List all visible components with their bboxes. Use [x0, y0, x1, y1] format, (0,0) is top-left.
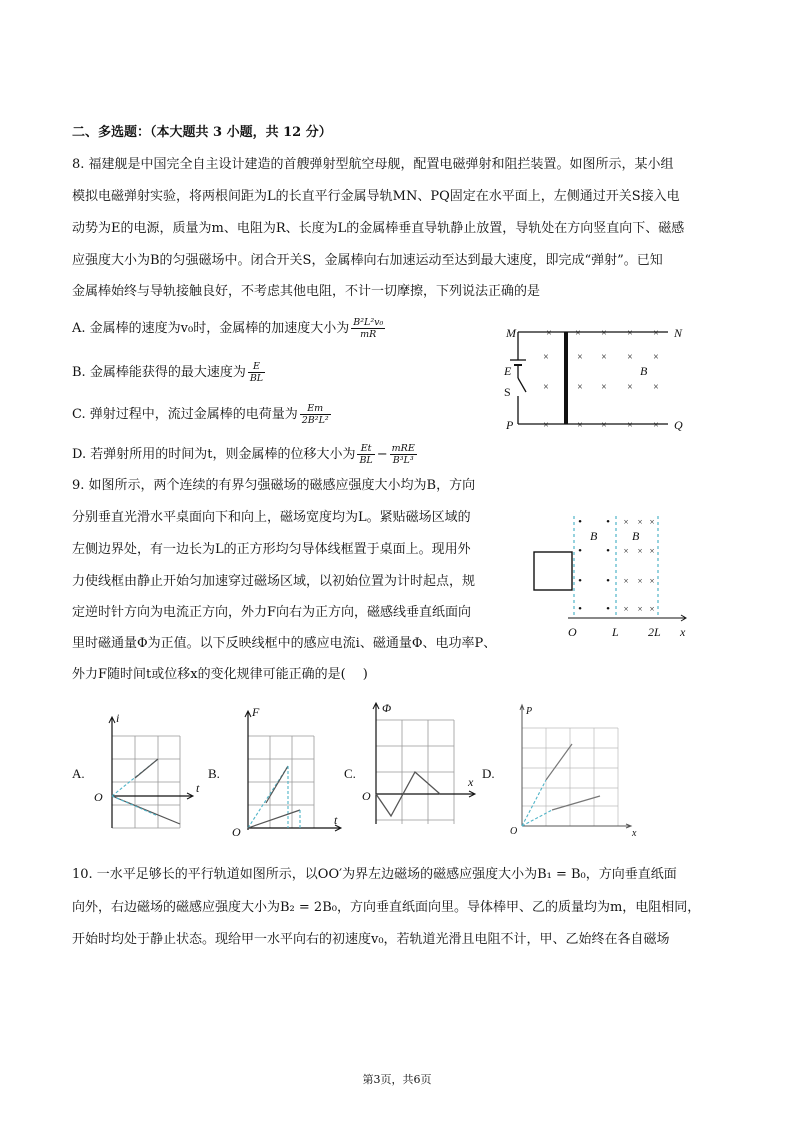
svg-text:×: ×: [575, 328, 581, 339]
section-heading: 二、多选题：（本大题共 3 小题，共 12 分）: [72, 125, 332, 140]
svg-text:x: x: [468, 775, 474, 789]
q9-line-6: 里时磁通量Φ为正值。以下反映线框中的感应电流i、磁通量Φ、电功率P、: [72, 636, 497, 651]
q8-option-b-fraction: $\frac{E}{BL}$: [249, 361, 264, 384]
q9-line-2: 分别垂直光滑水平桌面向下和向上，磁场宽度均为L。紧贴磁场区域的: [72, 510, 471, 525]
svg-text:2L: 2L: [648, 625, 661, 639]
svg-text:×: ×: [637, 576, 643, 586]
svg-text:O: O: [568, 625, 577, 639]
q8-option-b-text: B. 金属棒能获得的最大速度为: [72, 365, 246, 380]
svg-text:•: •: [606, 603, 610, 615]
svg-text:•: •: [578, 575, 582, 587]
svg-text:•: •: [578, 603, 582, 615]
q8-option-c[interactable]: [72, 403, 333, 426]
svg-text:O: O: [232, 825, 241, 839]
svg-text:x: x: [632, 828, 637, 839]
svg-text:×: ×: [653, 328, 659, 339]
svg-text:×: ×: [601, 420, 607, 431]
q8-option-b[interactable]: [72, 361, 267, 384]
svg-text:E: E: [504, 364, 512, 378]
q9-graph-b[interactable]: [208, 700, 348, 844]
svg-text:×: ×: [543, 382, 549, 393]
svg-text:×: ×: [546, 328, 552, 339]
q8-rail-figure: [496, 316, 696, 436]
svg-text:P: P: [526, 706, 533, 717]
svg-text:×: ×: [577, 352, 583, 363]
svg-text:B: B: [590, 529, 598, 543]
svg-text:×: ×: [601, 352, 607, 363]
svg-text:×: ×: [637, 546, 643, 556]
q9-graph-a-label: A.: [72, 766, 85, 781]
svg-text:x: x: [680, 625, 686, 639]
svg-text:×: ×: [623, 517, 629, 527]
q9-line-5: 定逆时针方向为电流正方向，外力F向右为正方向，磁感线垂直纸面向: [72, 605, 472, 620]
q8-option-c-text: C. 弹射过程中，流过金属棒的电荷量为: [72, 407, 298, 422]
svg-text:×: ×: [649, 576, 655, 586]
svg-text:O: O: [94, 790, 103, 804]
svg-text:•: •: [606, 516, 610, 528]
svg-text:×: ×: [627, 328, 633, 339]
svg-text:•: •: [606, 545, 610, 557]
svg-text:t: t: [334, 813, 338, 827]
q10-line-1: 10. 一水平足够长的平行轨道如图所示，以OO′为界左边磁场的磁感应强度大小为B₁ = B₀，方向垂直纸面: [72, 867, 677, 882]
q8-option-d-fraction-2: $\frac{\text{mRE}}{\text{B³L³}}$: [391, 443, 415, 466]
q8-option-d-fraction-1: $\frac{Et}{BL}$: [359, 443, 373, 466]
q8-option-d[interactable]: [72, 443, 419, 466]
q9-graph-d-label: D.: [482, 766, 495, 781]
svg-text:×: ×: [627, 420, 633, 431]
svg-text:•: •: [606, 575, 610, 587]
svg-text:Φ: Φ: [382, 701, 392, 715]
svg-text:×: ×: [623, 604, 629, 614]
q10-line-3: 开始时均处于静止状态。现给甲一水平向右的初速度v₀，若轨道光滑且电阻不计，甲、乙始终在各自磁场: [72, 932, 670, 947]
svg-text:B: B: [640, 364, 648, 378]
svg-text:×: ×: [653, 382, 659, 393]
svg-text:×: ×: [637, 604, 643, 614]
svg-text:F: F: [252, 705, 260, 719]
svg-text:×: ×: [577, 420, 583, 431]
q8-option-d-text: D. 若弹射所用的时间为t，则金属棒的位移大小为: [72, 447, 356, 462]
svg-text:B: B: [632, 529, 640, 543]
q8-line-2: 模拟电磁弹射实验，将两根间距为L的长直平行金属导轨MN、PQ固定在水平面上，左侧通过开关S接入电: [72, 189, 680, 204]
q10-line-2: 向外，右边磁场的磁感应强度大小为B₂ = 2B₀，方向垂直纸面向里。导体棒甲、乙的质量均为m，电阻相同，: [72, 900, 701, 915]
q9-line-4: 力使线框由静止开始匀加速穿过磁场区域，以初始位置为计时起点，规: [72, 574, 476, 589]
q8-line-1: 8. 福建舰是中国完全自主设计建造的首艘弹射型航空母舰，配置电磁弹射和阻拦装置。如图所示，某小组: [72, 157, 674, 172]
svg-text:×: ×: [601, 328, 607, 339]
svg-text:×: ×: [577, 382, 583, 393]
svg-text:t: t: [196, 781, 200, 795]
svg-text:×: ×: [543, 352, 549, 363]
q9-line-1: 9. 如图所示，两个连续的有界匀强磁场的磁感应强度大小均为B，方向: [72, 478, 476, 493]
q9-graph-c[interactable]: [344, 700, 484, 844]
q8-option-a-fraction: $\frac{\text{B²L²v₀}}{mR}$: [353, 317, 384, 340]
q9-line-3: 左侧边界处，有一边长为L的正方形均匀导体线框置于桌面上。现用外: [72, 542, 471, 557]
svg-text:×: ×: [627, 352, 633, 363]
q9-graph-c-label: C.: [344, 766, 356, 781]
q8-line-3: 动势为E的电源，质量为m、电阻为R、长度为L的金属棒垂直导轨静止放置，导轨处在方向竖直向下、磁感: [72, 221, 685, 236]
svg-text:×: ×: [623, 546, 629, 556]
svg-text:•: •: [578, 545, 582, 557]
q8-option-d-minus: −: [376, 447, 388, 462]
q8-option-a[interactable]: [72, 317, 387, 340]
svg-text:×: ×: [601, 382, 607, 393]
q8-option-a-text: A. 金属棒的速度为v₀时，金属棒的加速度大小为: [72, 321, 350, 336]
svg-text:×: ×: [637, 517, 643, 527]
svg-text:M: M: [506, 326, 516, 340]
svg-text:•: •: [578, 516, 582, 528]
svg-text:×: ×: [653, 352, 659, 363]
svg-text:L: L: [612, 625, 619, 639]
q8-line-5: 金属棒始终与导轨接触良好，不考虑其他电阻，不计一切摩擦，下列说法正确的是: [72, 284, 541, 299]
q8-option-c-fraction: $\frac{Em}{\text{2B²L²}}$: [301, 403, 329, 426]
svg-text:S: S: [504, 385, 511, 399]
svg-text:Q: Q: [674, 418, 683, 432]
svg-text:×: ×: [653, 420, 659, 431]
svg-text:×: ×: [543, 420, 549, 431]
page-number: 第3页，共6页: [362, 1073, 432, 1086]
svg-text:×: ×: [649, 604, 655, 614]
svg-text:×: ×: [649, 517, 655, 527]
svg-text:×: ×: [623, 576, 629, 586]
svg-text:×: ×: [627, 382, 633, 393]
q9-graph-a[interactable]: [72, 704, 207, 844]
q8-line-4: 应强度大小为B的匀强磁场中。闭合开关S，金属棒向右加速运动至达到最大速度，即完成“弹射”。已知: [72, 253, 663, 268]
svg-text:N: N: [674, 326, 683, 340]
q9-line-7: 外力F随时间t或位移x的变化规律可能正确的是( ): [72, 667, 368, 682]
q9-field-figure: [528, 512, 708, 644]
svg-text:O: O: [510, 826, 518, 837]
q9-graph-d[interactable]: [480, 700, 648, 844]
svg-text:O: O: [362, 789, 371, 803]
svg-text:i: i: [116, 711, 120, 725]
svg-text:P: P: [506, 418, 514, 432]
svg-text:×: ×: [649, 546, 655, 556]
q9-graph-b-label: B.: [208, 766, 220, 781]
